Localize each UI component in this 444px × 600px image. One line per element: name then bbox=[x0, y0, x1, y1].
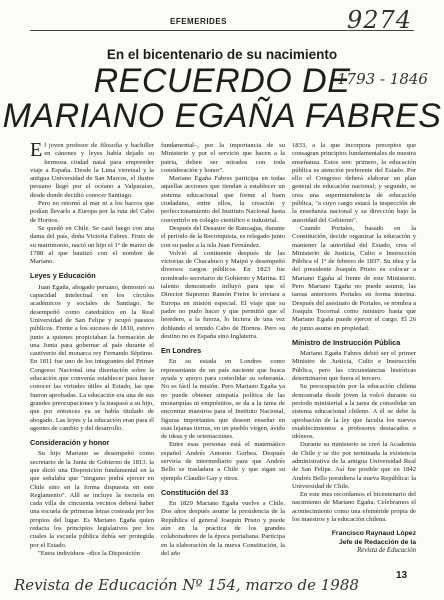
article-title-line-1: RECUERDO DE bbox=[93, 62, 351, 100]
paragraph: Se quedó en Chile. Se casó luego con una dama del país, doña Victoria Fabres. Fruto de su matrimonio, nació un hijo el 1º de marzo de 1788 al que bautizó con el nombre de Mariano. bbox=[30, 224, 154, 266]
header-divider bbox=[30, 30, 414, 31]
article-kicker: En el bicentenario de su nacimiento bbox=[106, 47, 338, 62]
paragraph: Juan Egaña, abogado peruano, demostró su capacidad intelectual en los círculos académicos y sociales de Santiago. Se desempeñó como catedrático en la Real Universidad de San Felipe y ocupó puestos públicos. Frente a los sucesos de 1810, estuvo junto a quienes propiciaban la formación de una Junta para gobernar al país durante el cautiverio del monarca rey Fernando Séptimo. En 1811 fue uno de los integrantes del Primer Congreso Nacional una disertación sobre la educación que convenía establecer para hacer conocer las virtudes útiles al Estado, las que fueron aprobadas. La educación era una de sus grandes preocupaciones y la traspasó a su hijo, que por entonces ya se había titulado de abogado. Las leyes y la educación eran para él agentes de cambio y del desarrollo. bbox=[30, 283, 154, 432]
paragraph: Pero no retornó al mar ni a los barcos que podían llevarlo a Europa por la ruta del Cabo de Hornos. bbox=[30, 200, 154, 224]
article-column-2 bbox=[161, 142, 285, 558]
paragraph: En 1829 Mariano Egaña vuelve a Chile. Dos años después asume la presidencia de la República el general Joaquín Prieto y puede aún en la práctica de los grandes colaboradores de la época portaliana. Participa en la elaboración de la nueva Constitución, la del año bbox=[161, 500, 285, 557]
paragraph: Su hijo Mariano se desempeñó como secretario de la Junta de Gobierno de 1813. la que dictó una Disposición fundamental en la que señalaba que "ninguno podrá ejercer en Chile sino en la forma dispuesta en este Reglamento". Allí se incluye la escuela en cada villa de cincuenta vecinos deberá haber una escuela de primeras letras costeada por los propios del lugar. Es Mariano Egaña quien redacta los principios legislativos por los cuales la escuela pública debía ser protegida por el Estado. bbox=[30, 450, 154, 549]
author-signature bbox=[292, 530, 416, 555]
paragraph: Mariano Egaña Fabres participa en todas aquellas acciones que tiendan a establecer un sistema educacional que forme al buen ciudadano, entre ellos, la creación y perfeccionamiento del Instituto Nacional hasta convertirlo en colegio científico e industrial. bbox=[161, 175, 285, 224]
author-role: Jefe de Redacción de la bbox=[338, 538, 416, 546]
article-title-line-2: MARIANO EGAÑA FABRES bbox=[2, 97, 442, 135]
paragraph: En este mes recordamos el bicentenario del nacimiento de Mariano Egaña. Celebramos el acontecimiento como una efeméride propia de los maestros y la educación chilena. bbox=[292, 491, 416, 524]
article-column-3 bbox=[292, 142, 416, 556]
publication-name: Revista de Educación bbox=[357, 547, 416, 555]
paragraph: Mariano Egaña Fabres debió ser el primer Ministro de Justicia, Culto e Instrucción Pública, pero las circunstancias históricas determinaron que fuera el tercero. bbox=[292, 350, 416, 383]
handwritten-archive-number: 9274 bbox=[347, 6, 413, 34]
article-column-1 bbox=[30, 139, 154, 558]
paragraph: El joven profesor de filosofía y bachiller en cánones y leyes había dejado su hermosa ciudad natal para emprender viaje a España. Desde la Lima virreinal y la antigua Universidad de San Marcos, el ilustre peruano llegó por el océano a Valparaíso, desde donde decidió conocer Santiago. bbox=[30, 139, 154, 199]
subheading: Leyes y Educación bbox=[30, 271, 96, 281]
subheading: Consideración y honor bbox=[30, 438, 110, 448]
paragraph: fundamental–, por la importancia de su Ministerio y por el servicio que hacen a la patria, deben ser mirados con toda consideración y honor". bbox=[161, 142, 285, 174]
author-name: Francisco Raynaud López bbox=[331, 530, 416, 538]
paragraph: Durante su ministerio se creó la Academia de Chile y se dio por terminada la existencia administrativa de la antigua Universidad Real de San Felipe. Así fue posible que en 1842 Andrés Bello presidiera la nueva República: la Universidad de Chile. bbox=[292, 441, 416, 490]
section-label: EFEMERIDES bbox=[170, 17, 228, 26]
paragraph: "Estos individuos –dice la Disposición bbox=[38, 549, 140, 557]
page-number: 13 bbox=[396, 570, 408, 581]
paragraph: Después del Desastre de Rancagua, durante el periodo de la Reconquista, es relegado junto con su padre a la isla Juan Fernández. bbox=[161, 224, 285, 249]
handwritten-citation: Revista de Educación Nº 154, marzo de 1988 bbox=[14, 576, 359, 594]
paragraph: Su preocupación por la educación chilena demostrada desde joven la volcó durante su período ministerial a la tarea de consolidar un sistema educacional chileno. A él se debe la aprobación de la ley que faculta los nuevos establecimientos a profesores destacados e idóneos. bbox=[292, 383, 416, 441]
paragraph: 1833, a la que incorpora preceptos que consagran principios fundamentales de nuestra enseñanza. Estos son: primero, la educación pública es atención preferente del Estado. Por ello el Congreso deberá elaborar un plan general de educación nacional; y segundo, se crea una superintendencia de educación pública, "a cuyo cargo estará la inspección de la enseñanza nacional y su dirección bajo la autoridad del Gobierno". bbox=[292, 142, 416, 224]
drop-cap: E bbox=[30, 139, 43, 161]
paragraph: Cuando Portales, basado en la Constitución, decide organizar la educación y mantener la autoridad del Estado, crea el Ministerio de Justicia, Culto e Instrucción Pública el 1º de febrero de 1837. Su idea y la del presidente Joaquín Prieto es colocar a Mariano Egaña al frente de este Ministerio. Pero Mariano Egaña no puede asumir, las tareas anteriores Portales en forma interina. Después del asesinato de Portales, se nombra a Joaquín Tocornal como ministro hasta que Mariano Egaña puede ejercer el cargo. El 26 de junio asume en propiedad. bbox=[292, 224, 416, 332]
subheading: En Londres bbox=[161, 346, 202, 356]
subheading: Ministro de Instrucción Pública bbox=[292, 337, 401, 347]
subheading: Constitución del 33 bbox=[161, 487, 229, 497]
paragraph: Volvió al continente después de las victorias de Chacabuco y Maipú y desempeñó diversos cargos públicos. En 1823 fue nombrado secretario de Gobierno y Marina. El talento demostrado influyó para que el Director Supremo Ramón Freire lo enviara a Europa en misión especial. El viaje que su padre no pudo hacer y que permitió que el heredero, a la fuerza, lo hiciera de una vez doblando el temido Cabo de Hornos. Pero su destino no es España sino Inglaterra. bbox=[161, 249, 285, 340]
paragraph: Entre esas personas está el matemático español Andrés Antonio Gorbea. Después serviría de intermediario para que Andrés Bello se trasladara a Chile y que sigan su ejemplo Claudio Gay y otros. bbox=[161, 441, 285, 482]
handwritten-dates: 1793 - 1846 bbox=[337, 70, 428, 88]
paragraph: En su estada en Londres como representante de un país naciente que busca ayuda y apoyo para consolidar su soberanía. No es fácil la misión. Pero Mariano Egaña ya no puede obtener simpatía política de las monarquías ni empréstitos, se da a la tarea de encontrar maestros para el Instituto Nacional, figuras importantes que deseen enseñar en esas lejanas tierras, en un pueblo virgen, ávido de ideas y de orientaciones. bbox=[161, 358, 285, 441]
